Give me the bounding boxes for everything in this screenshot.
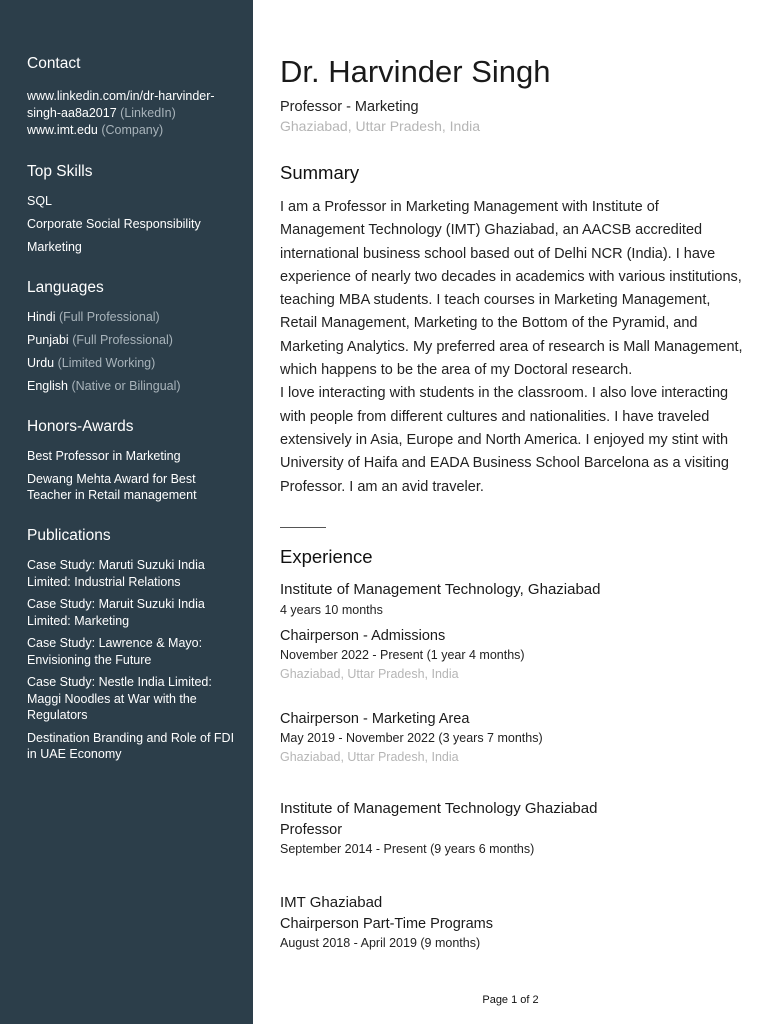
page-number: Page 1 of 2 bbox=[482, 994, 539, 1006]
sidebar bbox=[0, 0, 253, 1024]
role-block bbox=[280, 710, 745, 767]
skill-item: Corporate Social Responsibility bbox=[27, 217, 201, 231]
company-name: IMT Ghaziabad bbox=[280, 893, 383, 911]
linkedin-tag: (LinkedIn) bbox=[120, 106, 176, 120]
publication-item: Case Study: Maruti Suzuki India Limited: Industrial Relations bbox=[27, 558, 205, 589]
role-title: Chairperson - Admissions bbox=[280, 627, 446, 644]
language-item: English (Native or Bilingual) bbox=[27, 379, 181, 393]
contact-section bbox=[27, 55, 237, 139]
award-item: Dewang Mehta Award for Best Teacher in Retail management bbox=[27, 472, 197, 502]
experience-company-block bbox=[280, 799, 745, 858]
experience-company-block bbox=[280, 893, 745, 952]
language-item: Urdu (Limited Working) bbox=[27, 356, 156, 370]
summary-paragraph: I am a Professor in Marketing Management with Institute of Management Technology (IMT) Ghaziabad, an AACSB accredited international business school based out of Delhi NCR (India). I have experience of nearly two decades in academics with various institutions, teaching MBA students. I teach courses in Marketing Management, Retail Management, Marketing to the Bottom of the Pyramid, and Marketing Analytics. My preferred area of research is Mall Management, which happens to be the area of my Doctoral research. bbox=[280, 199, 743, 379]
language-item: Hindi (Full Professional) bbox=[27, 310, 160, 324]
company-duration: 4 years 10 months bbox=[280, 602, 383, 617]
publication-item: Destination Branding and Role of FDI in UAE Economy bbox=[27, 730, 235, 761]
company-name: Institute of Management Technology, Ghaziabad bbox=[280, 580, 601, 598]
languages-heading: Languages bbox=[27, 279, 104, 296]
role-title: Professor bbox=[280, 821, 343, 838]
role-dates: September 2014 - Present (9 years 6 months) bbox=[280, 841, 535, 856]
role-title: Chairperson Part-Time Programs bbox=[280, 915, 493, 932]
awards-heading: Honors-Awards bbox=[27, 418, 134, 435]
profile-name: Dr. Harvinder Singh bbox=[280, 54, 551, 89]
role-location: Ghaziabad, Uttar Pradesh, India bbox=[280, 666, 459, 681]
language-item: Punjabi (Full Professional) bbox=[27, 333, 173, 347]
section-divider bbox=[280, 527, 326, 528]
publications-section bbox=[27, 527, 237, 763]
languages-section bbox=[27, 279, 237, 394]
role-dates: August 2018 - April 2019 (9 months) bbox=[280, 935, 481, 950]
publication-item: Case Study: Lawrence & Mayo: Envisioning the Future bbox=[27, 636, 203, 667]
publication-item: Case Study: Nestle India Limited: Maggi Noodles at War with the Regulators bbox=[27, 675, 212, 722]
company-name: Institute of Management Technology Ghaziabad bbox=[280, 799, 598, 817]
skills-heading: Top Skills bbox=[27, 163, 93, 180]
summary-text bbox=[280, 196, 745, 499]
contact-heading: Contact bbox=[27, 55, 81, 72]
linkedin-link[interactable]: www.linkedin.com/in/dr-harvinder- singh-aa8a2017 (LinkedIn) bbox=[27, 89, 215, 120]
role-dates: November 2022 - Present (1 year 4 months) bbox=[280, 647, 525, 662]
main-content bbox=[280, 52, 745, 952]
summary-heading: Summary bbox=[280, 162, 360, 183]
role-block bbox=[280, 627, 745, 684]
role-title: Chairperson - Marketing Area bbox=[280, 710, 470, 727]
skill-item: SQL bbox=[27, 194, 53, 208]
role-location: Ghaziabad, Uttar Pradesh, India bbox=[280, 749, 459, 764]
skills-section bbox=[27, 163, 237, 255]
summary-paragraph: I love interacting with students in the classroom. I also love interacting with people from different cultures and nationalities. I have traveled extensively in Asia, Europe and North America. I enjoyed my stint with University of Haifa and EADA Business School Barcelona as a visiting Professor. I am an avid traveler. bbox=[280, 385, 729, 495]
awards-section bbox=[27, 418, 237, 503]
publications-heading: Publications bbox=[27, 527, 111, 544]
experience-company-block bbox=[280, 580, 745, 767]
company-tag: (Company) bbox=[101, 123, 164, 137]
publication-item: Case Study: Maruit Suzuki India Limited: Marketing bbox=[27, 597, 205, 628]
company-link[interactable]: www.imt.edu (Company) bbox=[27, 123, 164, 137]
profile-headline: Professor - Marketing bbox=[280, 99, 419, 115]
experience-heading: Experience bbox=[280, 545, 373, 567]
profile-location: Ghaziabad, Uttar Pradesh, India bbox=[280, 118, 481, 134]
skill-item: Marketing bbox=[27, 240, 82, 254]
role-dates: May 2019 - November 2022 (3 years 7 months) bbox=[280, 730, 543, 745]
award-item: Best Professor in Marketing bbox=[27, 449, 181, 463]
